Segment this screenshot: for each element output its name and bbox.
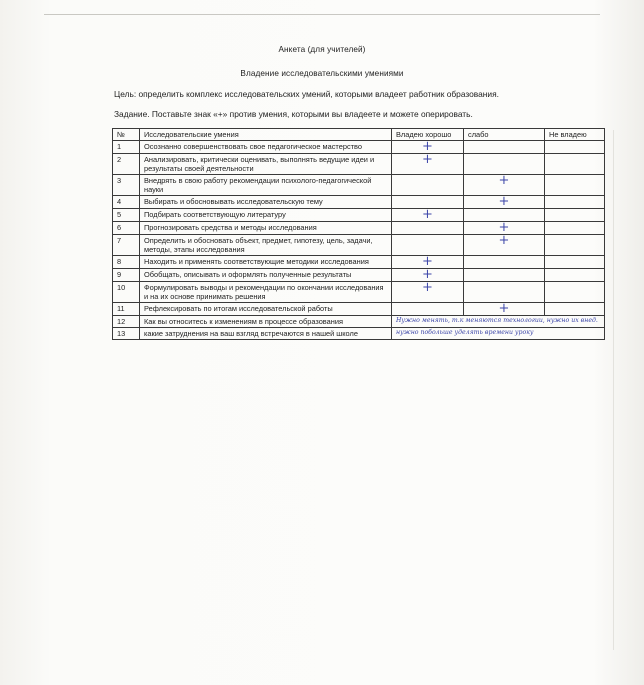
column-header-weak: слабо [464,129,545,141]
mark-weak-cell [464,154,545,175]
mark-good-cell [392,303,464,316]
row-number: 12 [113,316,140,328]
table-row [113,141,605,154]
row-number: 11 [113,303,140,316]
row-skill: Выбирать и обосновывать исследовательскую тему [140,196,392,209]
row-number: 13 [113,328,140,340]
plus-mark: + [498,194,510,209]
mark-none-cell [545,303,605,316]
row-skill: Обобщать, описывать и оформлять полученные результаты [140,269,392,282]
row-number: 5 [113,209,140,222]
column-header-skill: Исследовательские умения [140,129,392,141]
mark-good-cell [392,175,464,196]
row-number: 6 [113,222,140,235]
row-skill: Анализировать, критически оценивать, выполнять ведущие идеи и результаты своей деятельности [140,154,392,175]
plus-mark: + [498,173,510,188]
page-edge-line [44,14,600,15]
handwritten-answer: нужно побольше уделять времени уроку [396,329,534,336]
plus-mark: + [422,139,433,154]
row-skill: Осознанно совершенствовать свое педагогическое мастерство [140,141,392,154]
handwritten-answer: Нужно менять, т.к меняются технологии, нужно их внед. [396,317,598,324]
row-number: 10 [113,282,140,303]
mark-none-cell [545,282,605,303]
mark-weak-cell [464,303,545,316]
column-header-good: Владею хорошо [392,129,464,141]
table-body [113,141,605,340]
skills-table [112,128,605,340]
row-skill: Прогнозировать средства и методы исследования [140,222,392,235]
page-edge-line [613,130,614,650]
row-number: 2 [113,154,140,175]
plus-mark: + [422,280,433,295]
mark-none-cell [545,175,605,196]
row-number: 3 [113,175,140,196]
table-row [113,209,605,222]
plus-mark: + [422,207,433,222]
mark-none-cell [545,209,605,222]
mark-good-cell [392,235,464,256]
mark-none-cell [545,196,605,209]
mark-none-cell [545,256,605,269]
row-number: 7 [113,235,140,256]
row-skill: Рефлексировать по итогам исследовательской работы [140,303,392,316]
plus-mark: + [422,152,433,167]
plus-mark: + [498,233,510,248]
row-number: 4 [113,196,140,209]
table-row [113,196,605,209]
table-row [113,154,605,175]
table-row [113,328,605,340]
mark-none-cell [545,269,605,282]
mark-good-cell [392,222,464,235]
mark-weak-cell [464,269,545,282]
mark-weak-cell [464,196,545,209]
row-skill: Формулировать выводы и рекомендации по окончании исследования и на их основе принимать решения [140,282,392,303]
row-skill: Определить и обосновать объект, предмет, гипотезу, цель, задачи, методы, этапы исследования [140,235,392,256]
survey-subtitle: Владение исследовательскими умениями [240,69,404,78]
mark-good-cell [392,282,464,303]
plus-mark: + [422,267,433,282]
mark-none-cell [545,154,605,175]
mark-good-cell [392,154,464,175]
row-question: какие затруднения на ваш взгляд встречаются в нашей школе [140,328,392,340]
mark-weak-cell [464,256,545,269]
plus-mark: + [422,254,433,269]
table-row [113,303,605,316]
column-header-none: Не владею [545,129,605,141]
table-row [113,235,605,256]
mark-weak-cell [464,141,545,154]
plus-mark: + [498,301,510,316]
table-header-row [113,129,605,141]
row-skill: Подбирать соответствующую литературу [140,209,392,222]
table-row [113,269,605,282]
table-row [113,175,605,196]
mark-weak-cell [464,235,545,256]
table-row [113,282,605,303]
survey-goal: Цель: определить комплекс исследовательских умений, которыми владеет работник образования. [114,89,499,99]
plus-mark: + [498,220,510,235]
column-header-num: № [113,129,140,141]
mark-weak-cell [464,282,545,303]
row-skill: Находить и применять соответствующие методики исследования [140,256,392,269]
survey-task: Задание. Поставьте знак «+» против умения, которыми вы владеете и можете оперировать. [114,109,473,119]
mark-none-cell [545,222,605,235]
mark-none-cell [545,235,605,256]
table-row [113,316,605,328]
row-skill: Внедрять в свою работу рекомендации психолого-педагогической науки [140,175,392,196]
answer-cell [392,328,605,340]
row-number: 8 [113,256,140,269]
row-number: 1 [113,141,140,154]
row-number: 9 [113,269,140,282]
table-row [113,256,605,269]
table-row [113,222,605,235]
mark-none-cell [545,141,605,154]
answer-cell [392,316,605,328]
mark-weak-cell [464,175,545,196]
mark-good-cell [392,209,464,222]
survey-title: Анкета (для учителей) [278,45,366,54]
row-question: Как вы относитесь к изменениям в процессе образования [140,316,392,328]
